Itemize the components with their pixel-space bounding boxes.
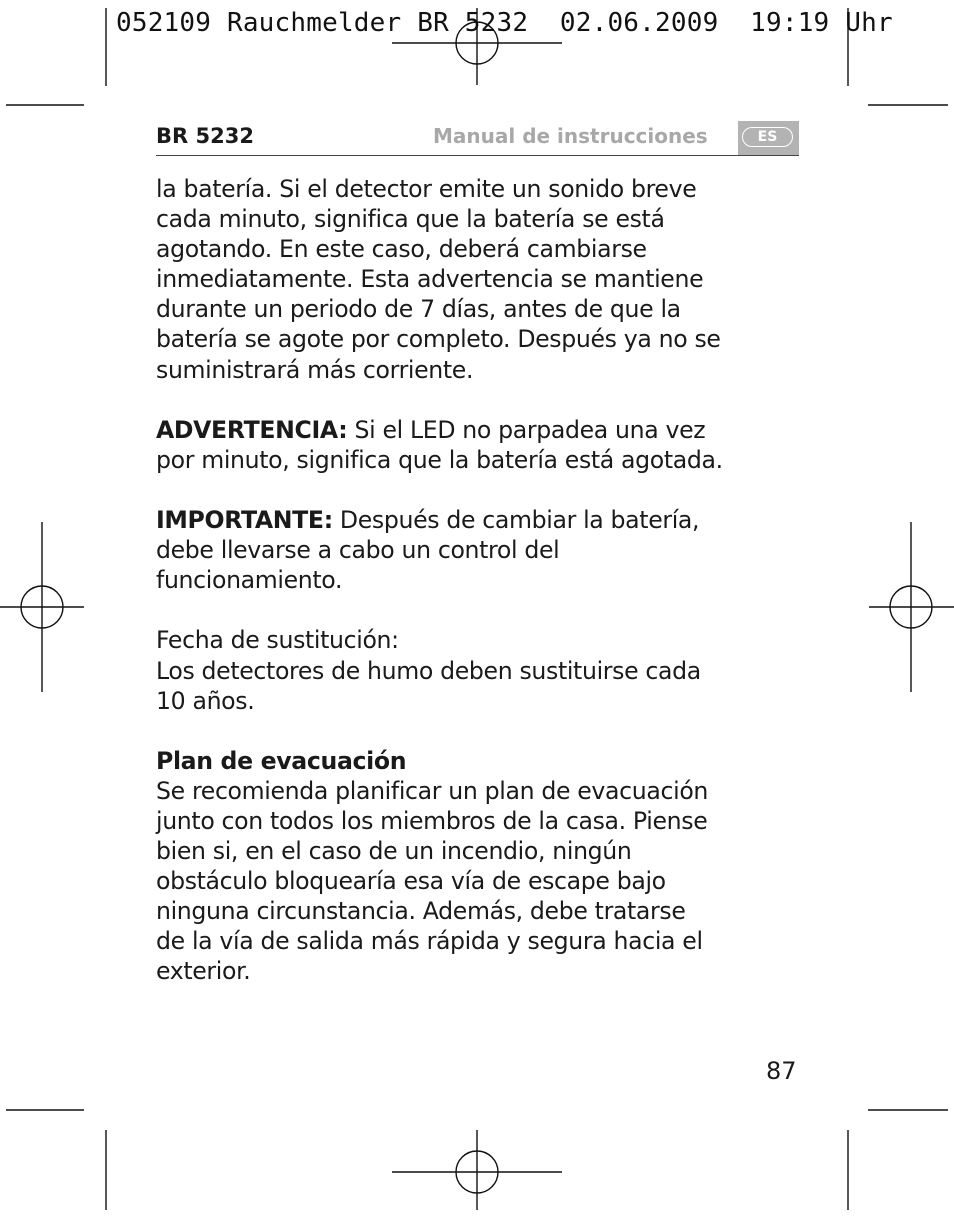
important-line [156,505,796,535]
registration-mark-top [392,8,562,85]
header-title: Manual de instrucciones [433,124,708,148]
text-line: Los detectores de humo deben sustituirse cada [156,656,701,685]
registration-mark-right [869,522,954,692]
text-line: bien si, en el caso de un incendio, ningún [156,837,632,866]
language-badge [738,121,799,155]
text-line: suministrará más corriente. [156,355,474,384]
warning-line [156,415,796,445]
text-line: Fecha de sustitución: [156,626,399,655]
text-line: Se recomienda planificar un plan de evacuación [156,776,709,805]
evacuation-heading: Plan de evacuación [156,746,407,775]
text-line: ninguna circunstancia. Además, debe tratarse [156,897,686,926]
print-slug: 052109 Rauchmelder BR 5232 02.06.2009 19:19 Uhr [116,8,893,38]
text-line: junto con todos los miembros de la casa. Piense [156,806,708,835]
text-line: obstáculo bloquearía esa vía de escape bajo [156,867,666,896]
text-line: cada minuto, significa que la batería se está [156,205,665,234]
text-line: durante un periodo de 7 días, antes de que la [156,295,681,324]
text-line: la batería. Si el detector emite un sonido breve [156,175,697,203]
text-line: por minuto, significa que la batería está agotada. [156,445,723,474]
registration-mark-left [0,522,84,692]
text-line: exterior. [156,957,251,986]
important-label: IMPORTANTE: [156,506,333,535]
important-text: Después de cambiar la batería, [332,506,700,535]
text-line: de la vía de salida más rápida y segura hacia el [156,927,703,956]
text-line: 10 años. [156,686,255,715]
text-line: funcionamiento. [156,566,343,595]
text-line: agotando. En este caso, deberá cambiarse [156,235,647,264]
section-heading [156,746,796,776]
text-line: debe llevarse a cabo un control del [156,536,560,565]
language-code: ES [742,127,793,147]
text-line: batería se agote por completo. Después ya no se [156,325,721,354]
registration-mark-bottom [392,1130,562,1210]
body-text [156,174,796,987]
warning-label: ADVERTENCIA: [156,415,348,444]
header-model: BR 5232 [156,124,254,148]
text-line: inmediatamente. Esta advertencia se mantiene [156,265,704,294]
page-number: 87 [766,1057,797,1085]
header-rule [156,155,799,156]
warning-text: Si el LED no parpadea una vez [347,415,706,444]
